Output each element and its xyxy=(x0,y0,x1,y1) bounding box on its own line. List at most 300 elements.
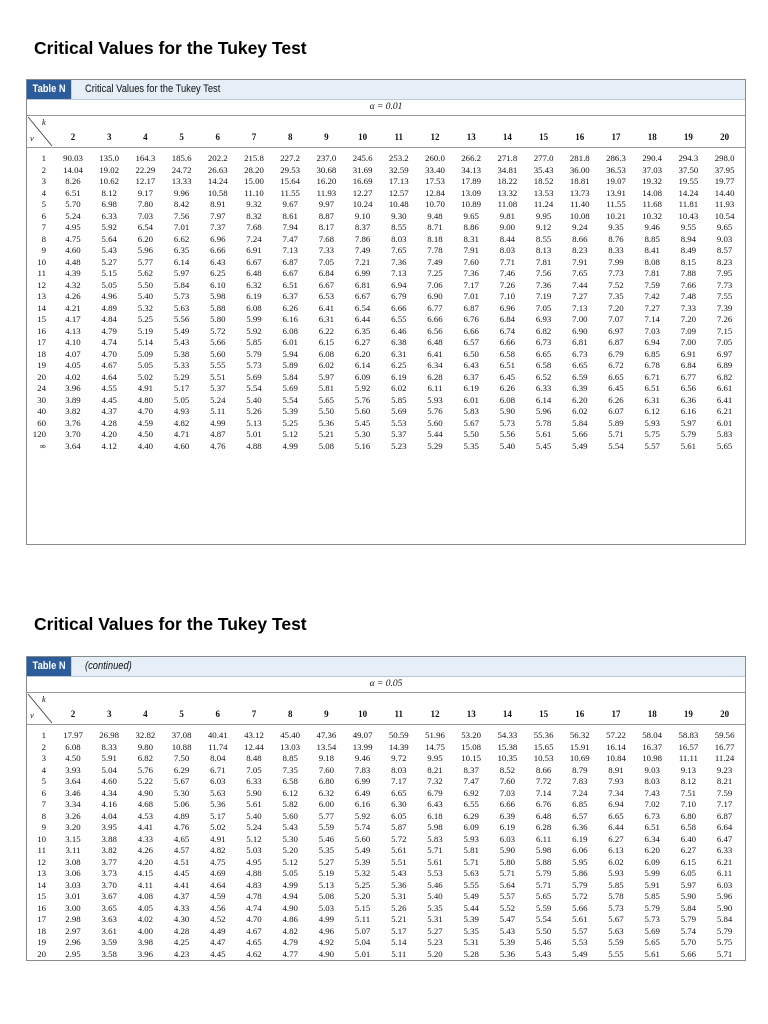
row-df-label: 3 xyxy=(41,176,46,186)
table-cell: 6.05 xyxy=(680,868,697,878)
table-cell: 5.91 xyxy=(101,753,117,763)
table-cell: 10.98 xyxy=(642,753,663,763)
column-header: 12 xyxy=(430,709,440,719)
table-cell: 6.79 xyxy=(608,348,624,359)
table-cell: 4.95 xyxy=(65,222,81,232)
table-row xyxy=(27,314,745,326)
table-cell: 7.49 xyxy=(354,245,371,255)
table-cell: 5.30 xyxy=(354,429,371,439)
table-row xyxy=(27,188,745,200)
table-row xyxy=(27,811,745,823)
table-cell: 6.11 xyxy=(427,383,443,393)
table-cell: 7.37 xyxy=(210,222,226,232)
table-cell: 37.50 xyxy=(678,164,699,175)
table-cell: 50.59 xyxy=(388,730,409,740)
column-header: 17 xyxy=(611,132,621,142)
column-header: 14 xyxy=(502,132,512,142)
table-cell: 5.17 xyxy=(210,810,226,821)
table-cell: 4.48 xyxy=(65,256,81,267)
table-cell: 5.24 xyxy=(65,210,81,221)
row-df-label: 11 xyxy=(37,845,46,855)
table-cell: 6.11 xyxy=(717,868,733,878)
table-cell: 6.55 xyxy=(463,799,479,809)
table-cell: 7.20 xyxy=(680,314,697,324)
table-cell: 4.89 xyxy=(101,302,117,313)
table-cell: 4.88 xyxy=(246,440,262,451)
table-cell: 6.39 xyxy=(572,383,588,393)
table-cell: 7.00 xyxy=(680,337,697,347)
table-row xyxy=(27,914,745,926)
table-cell: 5.79 xyxy=(716,925,733,936)
table-row xyxy=(27,776,745,788)
row-df-label: 20 xyxy=(37,948,46,959)
table-cell: 7.81 xyxy=(644,268,660,278)
table-cell: 4.55 xyxy=(101,383,117,393)
table-cell: 9.55 xyxy=(680,222,697,232)
row-df-label: 9 xyxy=(41,822,46,832)
table-cell: 5.55 xyxy=(210,360,226,370)
column-header: 6 xyxy=(215,132,221,142)
column-header: 12 xyxy=(430,132,440,142)
table-cell: 4.75 xyxy=(65,233,81,244)
table-cell: 4.79 xyxy=(282,937,298,947)
table-cell: 6.01 xyxy=(282,337,298,347)
table-cell: 3.89 xyxy=(65,394,81,405)
table-cell: 9.30 xyxy=(391,210,407,221)
table-cell: 6.74 xyxy=(499,325,516,336)
table-cell: 5.96 xyxy=(716,891,733,901)
column-header: 15 xyxy=(539,709,549,719)
table-cell: 6.20 xyxy=(137,233,154,244)
page-heading-2: Critical Values for the Tukey Test xyxy=(34,614,307,634)
column-header: 19 xyxy=(683,709,693,719)
table-row xyxy=(27,337,745,349)
table-cell: 5.43 xyxy=(101,245,117,255)
table-cell: 5.26 xyxy=(391,902,407,913)
table-cell: 9.95 xyxy=(535,210,552,221)
table-cell: 5.30 xyxy=(173,787,190,798)
table-cell: 6.08 xyxy=(318,348,335,359)
table-cell: 19.02 xyxy=(99,164,120,175)
table-cell: 7.47 xyxy=(282,233,298,244)
table-cell: 6.12 xyxy=(644,406,660,416)
table-cell: 4.05 xyxy=(65,360,81,370)
table-cell: 6.66 xyxy=(210,245,226,255)
table-cell: 5.79 xyxy=(644,902,660,913)
row-df-label: 7 xyxy=(41,222,46,232)
table-cell: 5.66 xyxy=(680,948,697,959)
page-heading-1: Critical Values for the Tukey Test xyxy=(34,38,307,58)
table-cell: 6.47 xyxy=(716,833,733,844)
table-cell: 294.3 xyxy=(678,153,699,163)
table-cell: 6.82 xyxy=(137,753,154,763)
table-cell: 5.60 xyxy=(427,417,443,428)
table-cell: 5.88 xyxy=(210,302,226,313)
table-cell: 5.06 xyxy=(173,799,190,809)
table-cell: 6.78 xyxy=(644,360,660,370)
table-cell: 7.44 xyxy=(572,279,588,290)
table-cell: 5.31 xyxy=(427,914,443,924)
row-df-label: 18 xyxy=(37,348,46,359)
table-cell: 5.93 xyxy=(463,833,479,844)
k-label: k xyxy=(42,117,46,127)
table-cell: 6.85 xyxy=(644,348,660,359)
table-cell: 8.66 xyxy=(535,764,552,775)
table-cell: 17.53 xyxy=(425,176,445,186)
table-cell: 4.26 xyxy=(65,291,81,301)
table-cell: 5.39 xyxy=(463,914,479,924)
table-cell: 6.03 xyxy=(499,833,516,844)
table-cell: 4.10 xyxy=(65,337,81,347)
column-header: 13 xyxy=(466,709,476,719)
table-row xyxy=(27,742,745,754)
table-cell: 10.48 xyxy=(388,199,409,209)
table-cell: 5.73 xyxy=(246,360,262,370)
table-cell: 32.82 xyxy=(135,730,156,740)
table-cell: 90.03 xyxy=(63,153,83,163)
column-header-row xyxy=(27,692,745,725)
table-cell: 4.05 xyxy=(137,902,154,913)
table-cell: 9.32 xyxy=(246,199,262,209)
table-row xyxy=(27,845,745,857)
table-cell: 6.79 xyxy=(427,787,443,798)
table-cell: 4.16 xyxy=(101,799,117,809)
table-cell: 2.97 xyxy=(65,925,81,936)
k-label: k xyxy=(42,694,46,704)
table-cell: 6.51 xyxy=(499,360,516,370)
table-cell: 11.55 xyxy=(280,187,300,198)
table-cell: 3.67 xyxy=(101,891,117,901)
table-cell: 6.10 xyxy=(210,279,226,290)
table-cell: 5.32 xyxy=(354,868,371,878)
table-cell: 6.19 xyxy=(572,833,588,844)
table-cell: 6.19 xyxy=(463,383,479,393)
table-cell: 4.90 xyxy=(137,787,154,798)
column-header: 11 xyxy=(394,132,404,142)
table-cell: 10.32 xyxy=(642,210,663,221)
table-cell: 4.37 xyxy=(173,891,190,901)
table-cell: 8.79 xyxy=(572,764,588,775)
row-df-label: 13 xyxy=(37,291,46,301)
table-cell: 8.57 xyxy=(716,245,733,255)
table-cell: 5.74 xyxy=(680,925,697,936)
nu-label: ν xyxy=(30,710,34,720)
table-cell: 6.33 xyxy=(716,845,733,855)
row-df-label: 11 xyxy=(37,268,46,278)
column-header: 18 xyxy=(647,132,657,142)
table-cell: 6.58 xyxy=(282,776,298,786)
table-cell: 9.46 xyxy=(354,753,371,763)
table-cell: 5.85 xyxy=(644,891,660,901)
row-df-label: 17 xyxy=(37,337,46,347)
table-cell: 4.37 xyxy=(101,406,117,416)
table-cell: 16.57 xyxy=(678,741,699,752)
table-cell: 3.70 xyxy=(101,879,117,890)
table-cell: 55.36 xyxy=(533,730,554,740)
table-cell: 9.81 xyxy=(499,210,516,221)
table-cell: 5.61 xyxy=(644,948,660,959)
table-row xyxy=(27,880,745,892)
table-cell: 6.25 xyxy=(210,268,226,278)
row-df-label: 5 xyxy=(41,199,46,209)
table-cell: 7.33 xyxy=(318,245,335,255)
table-cell: 5.90 xyxy=(499,845,516,855)
table-cell: 6.49 xyxy=(354,787,371,798)
table-cell: 4.91 xyxy=(137,383,154,393)
table-cell: 4.68 xyxy=(137,799,154,809)
table-cell: 6.91 xyxy=(680,348,697,359)
table-cell: 281.8 xyxy=(569,153,590,163)
table-cell: 5.39 xyxy=(282,406,298,416)
table-cell: 4.21 xyxy=(65,302,81,313)
table-cell: 10.88 xyxy=(171,741,192,752)
table-cell: 5.66 xyxy=(572,902,588,913)
table-cell: 7.20 xyxy=(608,302,624,313)
table-cell: 45.40 xyxy=(280,730,301,740)
table-cell: 5.99 xyxy=(644,868,660,878)
column-header: 4 xyxy=(143,132,148,142)
table-cell: 5.65 xyxy=(535,891,552,901)
table-cell: 4.79 xyxy=(101,325,117,336)
table-cell: 5.20 xyxy=(354,891,371,901)
table-cell: 37.08 xyxy=(171,730,192,740)
table-cell: 9.67 xyxy=(282,199,298,209)
table-cell: 18.52 xyxy=(533,176,554,186)
table-cell: 7.80 xyxy=(137,199,154,209)
table-cell: 3.64 xyxy=(65,776,81,786)
table-cell: 6.14 xyxy=(354,360,371,370)
table-cell: 4.64 xyxy=(210,879,226,890)
table-cell: 7.05 xyxy=(246,764,262,775)
table-cell: 4.94 xyxy=(282,891,298,901)
table-cell: 7.36 xyxy=(463,268,479,278)
table-cell: 5.76 xyxy=(427,406,443,416)
table-cell: 6.67 xyxy=(354,291,371,301)
table-cell: 10.84 xyxy=(606,753,626,763)
table-cell: 5.66 xyxy=(210,337,226,347)
table-cell: 5.37 xyxy=(210,383,226,393)
column-header: 19 xyxy=(683,132,693,142)
table-cell: 5.05 xyxy=(101,279,117,290)
table-cell: 10.69 xyxy=(569,753,590,763)
table-cell: 5.32 xyxy=(137,302,154,313)
table-cell: 6.54 xyxy=(354,302,371,313)
row-df-label: 30 xyxy=(37,394,46,405)
table-cell: 6.64 xyxy=(716,822,733,832)
table-cell: 4.99 xyxy=(210,417,226,428)
table-cell: 5.70 xyxy=(680,937,697,947)
table-row xyxy=(27,372,745,384)
table-cell: 7.14 xyxy=(644,314,660,324)
table-cell: 5.49 xyxy=(572,440,588,451)
table-cell: 11.40 xyxy=(570,199,590,209)
table-row xyxy=(27,441,745,453)
table-cell: 215.8 xyxy=(244,153,264,163)
table-cell: 6.44 xyxy=(608,822,624,832)
table-cell: 5.92 xyxy=(354,810,371,821)
table-cell: 5.23 xyxy=(427,937,443,947)
row-df-label: 5 xyxy=(41,776,46,786)
table-cell: 5.97 xyxy=(318,371,335,382)
table-cell: 6.84 xyxy=(499,314,516,324)
table-cell: 7.36 xyxy=(535,279,552,290)
table-cell: 11.93 xyxy=(316,187,337,198)
table-cell: 4.76 xyxy=(210,440,226,451)
table-cell: 8.37 xyxy=(463,764,479,775)
table-cell: 6.91 xyxy=(246,245,262,255)
table-cell: 6.92 xyxy=(463,787,479,798)
table-cell: 7.01 xyxy=(173,222,190,232)
table-cell: 4.28 xyxy=(173,925,190,936)
table-cell: 18.22 xyxy=(497,176,518,186)
table-cell: 4.25 xyxy=(173,937,190,947)
table-cell: 8.03 xyxy=(391,233,407,244)
table-cell: 6.06 xyxy=(572,845,588,855)
table-cell: 3.06 xyxy=(65,868,81,878)
table-cell: 3.82 xyxy=(65,406,81,416)
table-cell: 8.61 xyxy=(282,210,298,221)
table-cell: 32.59 xyxy=(388,164,409,175)
table-cell: 9.03 xyxy=(644,764,660,775)
table-cell: 3.77 xyxy=(101,856,117,867)
table-cell: 6.77 xyxy=(427,302,443,313)
table-cell: 6.81 xyxy=(354,279,371,290)
table-cell: 8.41 xyxy=(644,245,660,255)
table-cell: 7.17 xyxy=(716,799,733,809)
table-cell: 5.36 xyxy=(318,417,335,428)
table-cell: 4.04 xyxy=(101,810,117,821)
table-cell: 8.87 xyxy=(318,210,335,221)
table-cell: 6.15 xyxy=(680,856,697,867)
table-cell: 16.14 xyxy=(606,741,626,752)
table-cell: 3.01 xyxy=(65,891,81,901)
table-cell: 6.15 xyxy=(318,337,335,347)
table-cell: 8.42 xyxy=(173,199,190,209)
table-cell: 8.04 xyxy=(210,753,226,763)
table-cell: 5.27 xyxy=(318,856,335,867)
table-cell: 15.08 xyxy=(461,741,482,752)
table-cell: 4.12 xyxy=(101,440,117,451)
table-cell: 5.03 xyxy=(246,845,262,855)
table-cell: 11.11 xyxy=(678,753,698,763)
table-row xyxy=(27,926,745,938)
table-cell: 6.01 xyxy=(463,394,479,405)
table-cell: 6.00 xyxy=(318,799,335,809)
table-row xyxy=(27,291,745,303)
table-cell: 7.94 xyxy=(282,222,298,232)
row-df-label: 9 xyxy=(41,245,46,255)
table-cell: 5.56 xyxy=(173,314,190,324)
table-cell: 4.74 xyxy=(246,902,262,913)
table-cell: 5.84 xyxy=(572,417,588,428)
table-cell: 5.59 xyxy=(318,822,335,832)
table-cell: 4.17 xyxy=(65,314,81,324)
table-cell: 10.89 xyxy=(461,199,482,209)
table-cell: 3.70 xyxy=(65,429,81,439)
table-cell: 3.82 xyxy=(101,845,117,855)
table-cell: 10.35 xyxy=(497,753,518,763)
table-cell: 7.88 xyxy=(680,268,697,278)
table-cell: 5.86 xyxy=(572,868,588,878)
table-cell: 13.91 xyxy=(606,187,626,198)
table-cell: 8.49 xyxy=(680,245,697,255)
table-cell: 5.11 xyxy=(210,406,226,416)
table-cell: 5.49 xyxy=(173,325,190,336)
table-cell: 4.75 xyxy=(210,856,226,867)
column-header: 8 xyxy=(287,132,293,142)
table-cell: 5.51 xyxy=(210,371,226,382)
table-cell: 7.83 xyxy=(572,776,588,786)
table-cell: 3.63 xyxy=(101,914,117,924)
table-cell: 7.99 xyxy=(608,256,624,267)
table-cell: 7.07 xyxy=(608,314,624,324)
table-cell: 5.63 xyxy=(210,787,226,798)
table-cell: 7.24 xyxy=(572,787,588,798)
table-cell: 5.84 xyxy=(282,371,298,382)
table-cell: 13.99 xyxy=(352,741,373,752)
table-cell: 7.97 xyxy=(210,210,226,221)
corner-cell xyxy=(27,693,53,724)
table-cell: 7.09 xyxy=(680,325,697,336)
table-cell: 7.47 xyxy=(463,776,479,786)
table-cell: 5.73 xyxy=(608,902,624,913)
table-cell: 5.27 xyxy=(427,925,443,936)
table-cell: 7.25 xyxy=(427,268,443,278)
table-cell: 7.93 xyxy=(608,776,624,786)
table-cell: 8.37 xyxy=(354,222,371,232)
table-cell: 8.76 xyxy=(608,233,624,244)
table-cell: 4.41 xyxy=(173,879,190,890)
table-cell: 4.93 xyxy=(173,406,190,416)
table-cell: 7.03 xyxy=(137,210,154,221)
table-cell: 58.83 xyxy=(678,730,699,740)
table-cell: 7.95 xyxy=(716,268,733,278)
table-cell: 5.73 xyxy=(173,291,190,301)
table-cell: 43.12 xyxy=(244,730,264,740)
column-header: 11 xyxy=(394,709,404,719)
table-cell: 4.13 xyxy=(65,325,81,336)
column-header: 9 xyxy=(324,132,329,142)
column-header: 13 xyxy=(466,132,476,142)
table-cell: 5.61 xyxy=(680,440,697,451)
table-cell: 3.73 xyxy=(101,868,117,878)
table-cell: 6.67 xyxy=(318,279,335,290)
table-cell: 4.87 xyxy=(210,429,226,439)
table-cell: 4.83 xyxy=(246,879,262,890)
table-row xyxy=(27,857,745,869)
table-cell: 11.68 xyxy=(642,199,662,209)
table-cell: 6.16 xyxy=(680,406,697,416)
table-cell: 9.18 xyxy=(318,753,335,763)
table-cell: 5.08 xyxy=(318,891,335,901)
table-cell: 5.84 xyxy=(716,914,733,924)
table-cell: 4.65 xyxy=(246,937,262,947)
table-cell: 5.89 xyxy=(608,417,624,428)
table-cell: 3.65 xyxy=(101,902,117,913)
table-cell: 6.41 xyxy=(716,394,733,405)
table-cell: 5.54 xyxy=(608,440,624,451)
table-cell: 5.21 xyxy=(391,914,407,924)
table-cell: 4.23 xyxy=(173,948,190,959)
corner-cell xyxy=(27,116,53,147)
table-cell: 5.43 xyxy=(499,925,516,936)
table-cell: 5.89 xyxy=(282,360,298,370)
table-cell: 5.30 xyxy=(282,833,298,844)
table-cell: 5.40 xyxy=(499,440,516,451)
table-cell: 5.72 xyxy=(210,325,226,336)
table-cell: 7.91 xyxy=(463,245,479,255)
table-cell: 3.59 xyxy=(101,937,117,947)
